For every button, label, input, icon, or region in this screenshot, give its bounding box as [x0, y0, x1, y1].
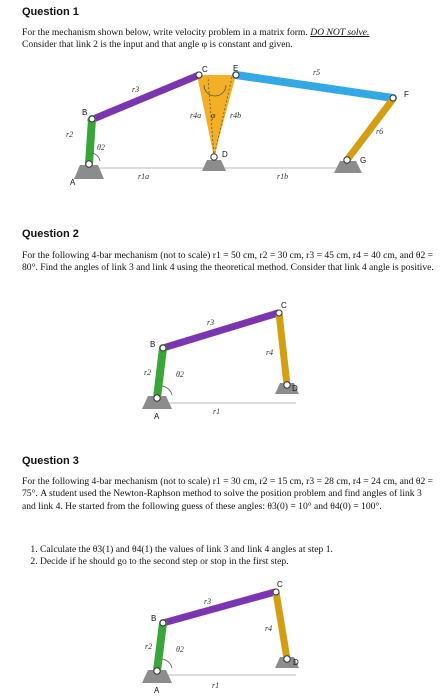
theta2-arc	[162, 659, 172, 668]
link3-bar	[163, 592, 275, 623]
label-theta2: θ2	[97, 143, 105, 152]
joint-D	[284, 382, 290, 388]
label-r4b: r4b	[230, 111, 242, 120]
label-r5: r5	[313, 68, 321, 77]
q1-text-b: Consider that link 2 is the input and that angle φ is constant and given.	[22, 39, 293, 51]
link6-bar	[347, 99, 393, 160]
joint-D	[284, 656, 290, 662]
label-r3: r3	[204, 597, 212, 606]
theta2-arc	[162, 386, 172, 395]
q1-text-emphasis: DO NOT solve.	[310, 27, 370, 38]
q3-mechanism-diagram	[0, 575, 447, 700]
label-B: B	[82, 108, 88, 117]
link4-bar	[279, 313, 287, 385]
label-D: D	[222, 150, 228, 159]
joint-B	[160, 345, 166, 351]
label-r4a: r4a	[190, 111, 202, 120]
ground-D	[202, 160, 226, 171]
label-r2: r2	[66, 130, 74, 139]
label-r4: r4	[265, 624, 273, 633]
label-D: D	[292, 384, 298, 393]
label-r1: r1	[212, 681, 220, 690]
joint-C	[276, 310, 282, 316]
label-A: A	[70, 178, 76, 187]
joint-C	[273, 589, 279, 595]
label-r1: r1	[213, 407, 221, 416]
link2-bar	[157, 623, 163, 671]
joint-B	[160, 620, 166, 626]
q1-text	[22, 27, 432, 52]
label-theta2: θ2	[176, 370, 184, 379]
link5-bar	[236, 75, 393, 98]
q3-step-2: 2. Decide if he should go to the second step or stop in the first step.	[40, 556, 434, 568]
label-D: D	[293, 658, 299, 667]
label-r2: r2	[144, 368, 152, 377]
q3-text: For the following 4-bar mechanism (not to scale) r1 = 30 cm, r2 = 15 cm, r3 = 28 cm, r4 = 24 cm, and θ2 = 75°. A student used the Newton-Raphson method to solve the position problem and find angles of link 3 and link 4. He started from the following guess of these angles: θ3(0) = 10° and θ4(0) = 100°.	[22, 476, 434, 512]
label-r2: r2	[145, 642, 153, 651]
q3-step-1: 1. Calculate the θ3(1) and θ4(1) the values of link 3 and link 4 angles at step 1.	[40, 544, 434, 556]
label-C: C	[202, 65, 208, 74]
joint-G	[344, 157, 350, 163]
label-theta2: θ2	[176, 645, 184, 654]
joint-F	[390, 95, 396, 101]
label-A: A	[154, 686, 160, 695]
joint-D	[211, 154, 217, 160]
label-A: A	[154, 412, 160, 421]
label-B: B	[151, 614, 157, 623]
label-C: C	[281, 301, 287, 310]
link2-bar	[89, 119, 92, 164]
q1-mechanism-diagram	[0, 55, 447, 205]
label-E: E	[233, 64, 239, 73]
label-r3: r3	[132, 85, 140, 94]
label-r4: r4	[266, 348, 274, 357]
joint-A	[154, 668, 160, 674]
link3-bar	[163, 313, 278, 348]
q2-title: Question 2	[22, 228, 79, 240]
link3-bar	[91, 75, 202, 120]
label-r1b: r1b	[277, 172, 289, 181]
label-r1a: r1a	[138, 172, 150, 181]
q3-title: Question 3	[22, 455, 79, 467]
label-F: F	[404, 90, 409, 99]
label-r6: r6	[376, 127, 384, 136]
link4-bar	[276, 592, 287, 659]
label-C: C	[277, 580, 283, 589]
q3-steps-list	[22, 544, 434, 569]
q2-mechanism-diagram	[0, 295, 447, 435]
label-r3: r3	[207, 318, 215, 327]
joint-B	[89, 116, 95, 122]
q1-text-a: For the mechanism shown below, write velocity problem in a matrix form.	[22, 27, 308, 38]
label-B: B	[150, 340, 156, 349]
link2-bar	[157, 348, 163, 398]
joint-A	[154, 395, 160, 401]
label-phi: φ	[211, 111, 216, 120]
joint-A	[86, 161, 92, 167]
q2-text: For the following 4-bar mechanism (not to scale) r1 = 50 cm, r2 = 30 cm, r3 = 45 cm, r4 = 40 cm, and θ2 = 80°. Find the angles of link 3 and link 4 using the theoretical method. Consider that link 4 angle is positive.	[22, 250, 434, 274]
q1-title: Question 1	[22, 6, 79, 18]
label-G: G	[360, 156, 367, 165]
